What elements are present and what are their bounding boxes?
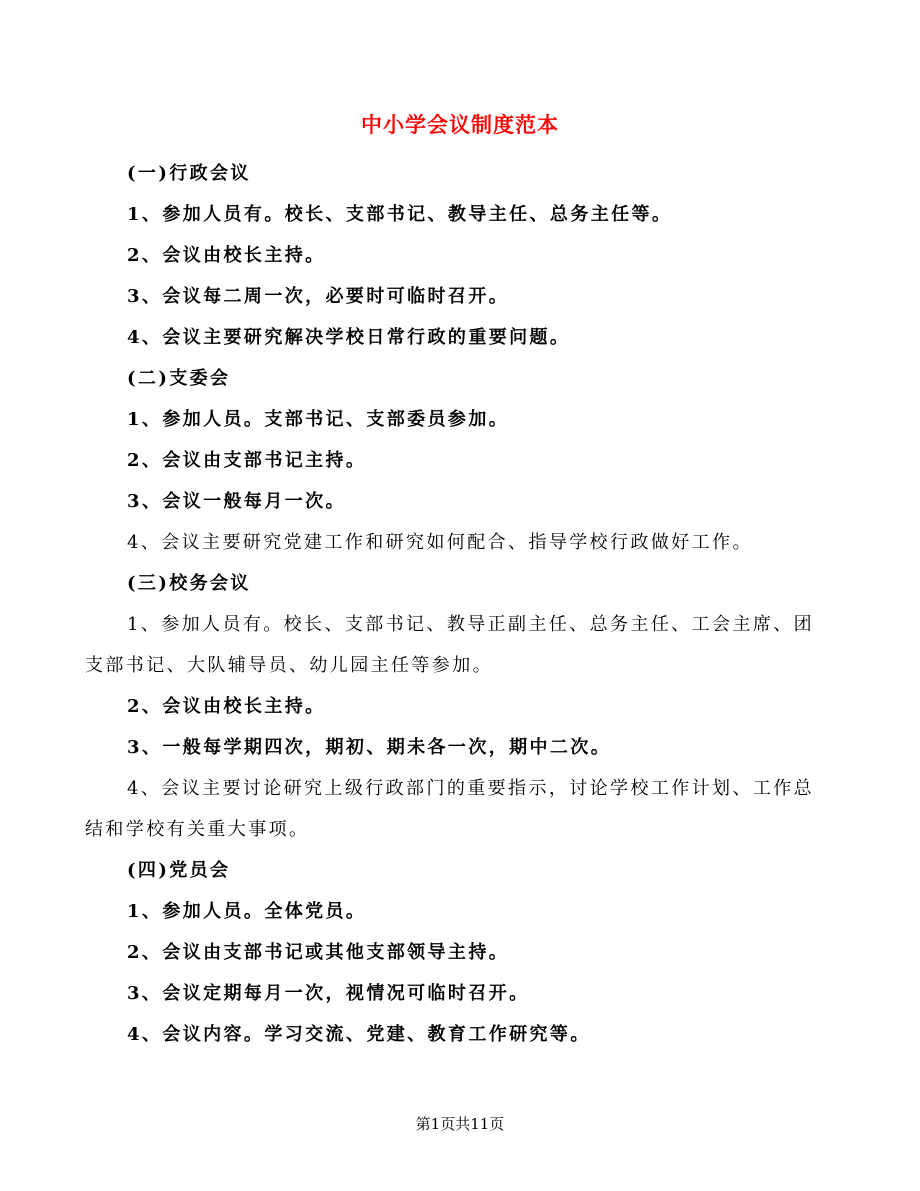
paragraph: 3、一般每学期四次，期初、期未各一次，期中二次。 [127, 737, 612, 758]
paragraph: 2、会议由校长主持。 [127, 245, 326, 266]
paragraph: 2、会议由支部书记主持。 [127, 450, 367, 471]
document-title: 中小学会议制度范本 [361, 112, 559, 137]
paragraph: 3、会议一般每月一次。 [127, 491, 346, 512]
paragraph: 4、会议主要讨论研究上级行政部门的重要指示，讨论学校工作计划、工作总结和学校有关重大事项。 [85, 778, 815, 840]
paragraph: 1、参加人员有。校长、支部书记、教导正副主任、总务主任、工会主席、团支部书记、大队辅导员、幼儿园主任等参加。 [85, 614, 815, 676]
section-heading: (四)党员会 [127, 860, 231, 881]
page-number: 第1页共11页 [415, 1115, 505, 1133]
document-body [85, 153, 833, 1055]
paragraph: 1、参加人员。支部书记、支部委员参加。 [127, 409, 510, 430]
paragraph: 3、会议定期每月一次，视情况可临时召开。 [127, 983, 530, 1004]
section-heading: (一)行政会议 [127, 163, 251, 184]
paragraph: 1、参加人员。全体党员。 [127, 901, 367, 922]
paragraph: 4、会议内容。学习交流、党建、教育工作研究等。 [127, 1024, 591, 1045]
paragraph: 4、会议主要研究解决学校日常行政的重要问题。 [127, 327, 571, 348]
section-heading: (二)支委会 [127, 368, 231, 389]
paragraph: 1、参加人员有。校长、支部书记、教导主任、总务主任等。 [127, 204, 673, 225]
paragraph: 2、会议由校长主持。 [127, 696, 326, 717]
paragraph: 3、会议每二周一次，必要时可临时召开。 [127, 286, 510, 307]
paragraph: 2、会议由支部书记或其他支部领导主持。 [127, 942, 510, 963]
paragraph: 4、会议主要研究党建工作和研究如何配合、指导学校行政做好工作。 [127, 532, 753, 553]
section-heading: (三)校务会议 [127, 573, 251, 594]
